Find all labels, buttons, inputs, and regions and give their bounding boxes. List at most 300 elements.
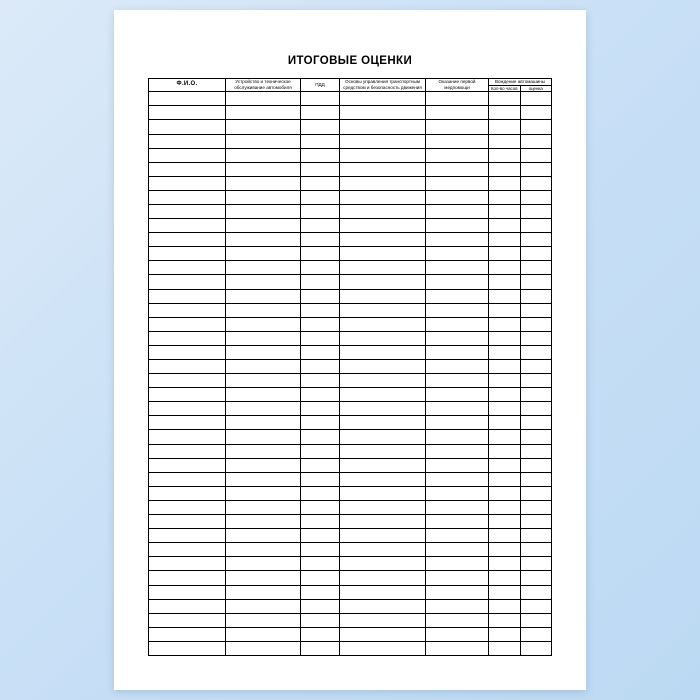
table-cell[interactable] bbox=[489, 360, 521, 374]
table-cell[interactable] bbox=[340, 219, 426, 233]
header-row-main bbox=[149, 79, 552, 86]
table-cell[interactable] bbox=[426, 374, 489, 388]
table-cell[interactable] bbox=[301, 543, 340, 557]
table-cell[interactable] bbox=[426, 92, 489, 106]
table-row bbox=[149, 529, 552, 543]
table-cell[interactable] bbox=[301, 134, 340, 148]
table-cell[interactable] bbox=[520, 106, 552, 120]
table-cell[interactable] bbox=[489, 190, 521, 204]
table-cell[interactable] bbox=[426, 148, 489, 162]
table-cell[interactable] bbox=[226, 613, 301, 627]
table-cell[interactable] bbox=[226, 472, 301, 486]
table-cell[interactable] bbox=[149, 458, 226, 472]
table-cell[interactable] bbox=[489, 374, 521, 388]
table-cell[interactable] bbox=[426, 204, 489, 218]
table-cell[interactable] bbox=[226, 106, 301, 120]
table-cell[interactable] bbox=[489, 176, 521, 190]
table-cell[interactable] bbox=[489, 557, 521, 571]
table-cell[interactable] bbox=[340, 303, 426, 317]
table-cell[interactable] bbox=[149, 627, 226, 641]
table-cell[interactable] bbox=[149, 247, 226, 261]
table-cell[interactable] bbox=[426, 134, 489, 148]
table-cell[interactable] bbox=[340, 444, 426, 458]
table-cell[interactable] bbox=[426, 557, 489, 571]
table-cell[interactable] bbox=[520, 360, 552, 374]
table-cell[interactable] bbox=[226, 148, 301, 162]
table-cell[interactable] bbox=[340, 233, 426, 247]
table-cell[interactable] bbox=[340, 261, 426, 275]
table-cell[interactable] bbox=[426, 402, 489, 416]
table-cell[interactable] bbox=[426, 176, 489, 190]
table-cell[interactable] bbox=[426, 571, 489, 585]
table-cell[interactable] bbox=[149, 204, 226, 218]
table-cell[interactable] bbox=[149, 331, 226, 345]
table-cell[interactable] bbox=[520, 120, 552, 134]
table-cell[interactable] bbox=[301, 317, 340, 331]
table-cell[interactable] bbox=[340, 190, 426, 204]
table-cell[interactable] bbox=[301, 148, 340, 162]
table-cell[interactable] bbox=[149, 176, 226, 190]
table-cell[interactable] bbox=[340, 162, 426, 176]
table-cell[interactable] bbox=[226, 190, 301, 204]
table-cell[interactable] bbox=[426, 275, 489, 289]
table-cell[interactable] bbox=[149, 430, 226, 444]
table-cell[interactable] bbox=[149, 289, 226, 303]
table-cell[interactable] bbox=[426, 458, 489, 472]
table-cell[interactable] bbox=[426, 331, 489, 345]
table-cell[interactable] bbox=[149, 543, 226, 557]
table-cell[interactable] bbox=[520, 317, 552, 331]
table-cell[interactable] bbox=[226, 275, 301, 289]
table-cell[interactable] bbox=[340, 613, 426, 627]
table-cell[interactable] bbox=[489, 289, 521, 303]
table-cell[interactable] bbox=[340, 543, 426, 557]
table-cell[interactable] bbox=[301, 571, 340, 585]
table-cell[interactable] bbox=[149, 106, 226, 120]
table-cell[interactable] bbox=[226, 599, 301, 613]
table-cell[interactable] bbox=[520, 543, 552, 557]
table-cell[interactable] bbox=[489, 402, 521, 416]
table-cell[interactable] bbox=[301, 331, 340, 345]
table-cell[interactable] bbox=[520, 275, 552, 289]
table-cell[interactable] bbox=[226, 402, 301, 416]
table-cell[interactable] bbox=[301, 92, 340, 106]
table-cell[interactable] bbox=[226, 416, 301, 430]
table-cell[interactable] bbox=[520, 515, 552, 529]
table-row bbox=[149, 317, 552, 331]
table-cell[interactable] bbox=[520, 204, 552, 218]
table-cell[interactable] bbox=[149, 134, 226, 148]
table-cell[interactable] bbox=[301, 486, 340, 500]
table-cell[interactable] bbox=[520, 571, 552, 585]
table-cell[interactable] bbox=[301, 402, 340, 416]
table-cell[interactable] bbox=[149, 416, 226, 430]
table-cell[interactable] bbox=[520, 416, 552, 430]
table-row bbox=[149, 515, 552, 529]
table-cell[interactable] bbox=[226, 233, 301, 247]
table-cell[interactable] bbox=[301, 613, 340, 627]
table-cell[interactable] bbox=[520, 430, 552, 444]
table-cell[interactable] bbox=[340, 289, 426, 303]
table-cell[interactable] bbox=[340, 402, 426, 416]
table-cell[interactable] bbox=[301, 374, 340, 388]
table-cell[interactable] bbox=[301, 247, 340, 261]
table-cell[interactable] bbox=[340, 641, 426, 655]
table-row bbox=[149, 331, 552, 345]
table-cell[interactable] bbox=[226, 289, 301, 303]
table-cell[interactable] bbox=[226, 247, 301, 261]
table-cell[interactable] bbox=[426, 233, 489, 247]
table-cell[interactable] bbox=[301, 176, 340, 190]
table-cell[interactable] bbox=[489, 120, 521, 134]
table-cell[interactable] bbox=[340, 571, 426, 585]
table-cell[interactable] bbox=[426, 345, 489, 359]
table-cell[interactable] bbox=[520, 529, 552, 543]
table-cell[interactable] bbox=[340, 345, 426, 359]
table-cell[interactable] bbox=[520, 261, 552, 275]
table-cell[interactable] bbox=[340, 331, 426, 345]
table-cell[interactable] bbox=[301, 599, 340, 613]
table-cell[interactable] bbox=[426, 162, 489, 176]
table-cell[interactable] bbox=[149, 261, 226, 275]
table-cell[interactable] bbox=[149, 613, 226, 627]
table-cell[interactable] bbox=[226, 585, 301, 599]
table-cell[interactable] bbox=[149, 148, 226, 162]
table-cell[interactable] bbox=[426, 219, 489, 233]
table-cell[interactable] bbox=[226, 261, 301, 275]
column-header-pdd: ПДД bbox=[301, 79, 340, 92]
table-cell[interactable] bbox=[426, 430, 489, 444]
table-cell[interactable] bbox=[301, 529, 340, 543]
table-cell[interactable] bbox=[226, 444, 301, 458]
table-cell[interactable] bbox=[149, 529, 226, 543]
table-cell[interactable] bbox=[301, 515, 340, 529]
table-cell[interactable] bbox=[426, 190, 489, 204]
table-cell[interactable] bbox=[149, 599, 226, 613]
table-cell[interactable] bbox=[426, 261, 489, 275]
table-cell[interactable] bbox=[426, 360, 489, 374]
table-cell[interactable] bbox=[149, 402, 226, 416]
table-cell[interactable] bbox=[301, 106, 340, 120]
table-cell[interactable] bbox=[489, 106, 521, 120]
table-cell[interactable] bbox=[520, 303, 552, 317]
table-row bbox=[149, 190, 552, 204]
table-cell[interactable] bbox=[340, 92, 426, 106]
table-cell[interactable] bbox=[426, 120, 489, 134]
table-cell[interactable] bbox=[226, 486, 301, 500]
table-cell[interactable] bbox=[489, 627, 521, 641]
table-cell[interactable] bbox=[226, 219, 301, 233]
table-cell[interactable] bbox=[226, 641, 301, 655]
table-cell[interactable] bbox=[426, 486, 489, 500]
table-cell[interactable] bbox=[301, 444, 340, 458]
table-cell[interactable] bbox=[520, 345, 552, 359]
table-row bbox=[149, 641, 552, 655]
table-cell[interactable] bbox=[489, 500, 521, 514]
table-cell[interactable] bbox=[226, 571, 301, 585]
table-cell[interactable] bbox=[340, 599, 426, 613]
table-cell[interactable] bbox=[520, 599, 552, 613]
table-cell[interactable] bbox=[426, 247, 489, 261]
table-cell[interactable] bbox=[149, 500, 226, 514]
table-cell[interactable] bbox=[226, 500, 301, 514]
table-cell[interactable] bbox=[426, 472, 489, 486]
table-row bbox=[149, 500, 552, 514]
table-cell[interactable] bbox=[520, 388, 552, 402]
table-cell[interactable] bbox=[149, 472, 226, 486]
table-cell[interactable] bbox=[340, 458, 426, 472]
table-cell[interactable] bbox=[340, 106, 426, 120]
table-cell[interactable] bbox=[489, 275, 521, 289]
table-cell[interactable] bbox=[226, 317, 301, 331]
table-cell[interactable] bbox=[426, 303, 489, 317]
table-cell[interactable] bbox=[301, 388, 340, 402]
table-cell[interactable] bbox=[489, 219, 521, 233]
table-row bbox=[149, 204, 552, 218]
table-cell[interactable] bbox=[149, 219, 226, 233]
table-cell[interactable] bbox=[340, 515, 426, 529]
table-cell[interactable] bbox=[520, 134, 552, 148]
table-cell[interactable] bbox=[226, 515, 301, 529]
table-cell[interactable] bbox=[301, 120, 340, 134]
table-cell[interactable] bbox=[149, 486, 226, 500]
table-cell[interactable] bbox=[520, 613, 552, 627]
table-cell[interactable] bbox=[489, 599, 521, 613]
table-cell[interactable] bbox=[340, 557, 426, 571]
table-row bbox=[149, 388, 552, 402]
table-cell[interactable] bbox=[426, 416, 489, 430]
table-cell[interactable] bbox=[520, 444, 552, 458]
table-cell[interactable] bbox=[520, 486, 552, 500]
table-cell[interactable] bbox=[301, 430, 340, 444]
table-cell[interactable] bbox=[340, 529, 426, 543]
table-cell[interactable] bbox=[340, 486, 426, 500]
table-cell[interactable] bbox=[489, 233, 521, 247]
table-cell[interactable] bbox=[520, 641, 552, 655]
table-cell[interactable] bbox=[340, 416, 426, 430]
table-cell[interactable] bbox=[340, 500, 426, 514]
table-cell[interactable] bbox=[301, 204, 340, 218]
table-cell[interactable] bbox=[301, 219, 340, 233]
table-cell[interactable] bbox=[226, 345, 301, 359]
table-cell[interactable] bbox=[226, 430, 301, 444]
grades-table bbox=[148, 78, 552, 656]
table-cell[interactable] bbox=[149, 571, 226, 585]
table-cell[interactable] bbox=[520, 162, 552, 176]
table-cell[interactable] bbox=[301, 261, 340, 275]
table-cell[interactable] bbox=[149, 557, 226, 571]
table-cell[interactable] bbox=[149, 388, 226, 402]
table-cell[interactable] bbox=[426, 289, 489, 303]
table-cell[interactable] bbox=[426, 613, 489, 627]
table-cell[interactable] bbox=[340, 275, 426, 289]
table-cell[interactable] bbox=[520, 247, 552, 261]
table-cell[interactable] bbox=[149, 345, 226, 359]
table-cell[interactable] bbox=[226, 374, 301, 388]
table-cell[interactable] bbox=[426, 641, 489, 655]
table-cell[interactable] bbox=[520, 148, 552, 162]
table-cell[interactable] bbox=[301, 360, 340, 374]
table-cell[interactable] bbox=[226, 134, 301, 148]
table-cell[interactable] bbox=[489, 134, 521, 148]
table-body bbox=[149, 92, 552, 656]
table-cell[interactable] bbox=[426, 627, 489, 641]
table-cell[interactable] bbox=[340, 360, 426, 374]
table-cell[interactable] bbox=[149, 641, 226, 655]
table-cell[interactable] bbox=[149, 120, 226, 134]
table-cell[interactable] bbox=[226, 120, 301, 134]
table-cell[interactable] bbox=[301, 557, 340, 571]
table-cell[interactable] bbox=[301, 345, 340, 359]
table-cell[interactable] bbox=[226, 458, 301, 472]
table-cell[interactable] bbox=[489, 92, 521, 106]
table-cell[interactable] bbox=[426, 585, 489, 599]
table-cell[interactable] bbox=[489, 247, 521, 261]
table-cell[interactable] bbox=[489, 416, 521, 430]
table-cell[interactable] bbox=[489, 162, 521, 176]
table-cell[interactable] bbox=[301, 641, 340, 655]
table-row bbox=[149, 444, 552, 458]
table-cell[interactable] bbox=[520, 374, 552, 388]
table-cell[interactable] bbox=[301, 458, 340, 472]
table-cell[interactable] bbox=[489, 261, 521, 275]
table-cell[interactable] bbox=[489, 331, 521, 345]
table-cell[interactable] bbox=[489, 613, 521, 627]
table-row bbox=[149, 543, 552, 557]
table-cell[interactable] bbox=[301, 500, 340, 514]
table-cell[interactable] bbox=[520, 557, 552, 571]
table-cell[interactable] bbox=[340, 585, 426, 599]
table-cell[interactable] bbox=[340, 120, 426, 134]
table-cell[interactable] bbox=[149, 317, 226, 331]
table-cell[interactable] bbox=[340, 472, 426, 486]
table-cell[interactable] bbox=[520, 219, 552, 233]
table-cell[interactable] bbox=[489, 472, 521, 486]
table-cell[interactable] bbox=[426, 444, 489, 458]
table-cell[interactable] bbox=[340, 148, 426, 162]
table-cell[interactable] bbox=[489, 585, 521, 599]
table-cell[interactable] bbox=[226, 303, 301, 317]
table-cell[interactable] bbox=[520, 500, 552, 514]
table-cell[interactable] bbox=[149, 444, 226, 458]
table-cell[interactable] bbox=[301, 416, 340, 430]
table-cell[interactable] bbox=[149, 374, 226, 388]
table-cell[interactable] bbox=[520, 92, 552, 106]
table-cell[interactable] bbox=[226, 331, 301, 345]
table-cell[interactable] bbox=[520, 472, 552, 486]
table-cell[interactable] bbox=[340, 247, 426, 261]
table-cell[interactable] bbox=[149, 585, 226, 599]
table-cell[interactable] bbox=[340, 176, 426, 190]
table-cell[interactable] bbox=[489, 515, 521, 529]
table-cell[interactable] bbox=[489, 148, 521, 162]
table-cell[interactable] bbox=[489, 444, 521, 458]
table-cell[interactable] bbox=[489, 303, 521, 317]
table-cell[interactable] bbox=[426, 529, 489, 543]
table-cell[interactable] bbox=[226, 204, 301, 218]
table-cell[interactable] bbox=[520, 331, 552, 345]
table-cell[interactable] bbox=[226, 557, 301, 571]
table-cell[interactable] bbox=[226, 176, 301, 190]
page-title: ИТОГОВЫЕ ОЦЕНКИ bbox=[287, 55, 413, 67]
table-cell[interactable] bbox=[226, 162, 301, 176]
table-cell[interactable] bbox=[489, 529, 521, 543]
table-cell[interactable] bbox=[226, 360, 301, 374]
column-header-firstaid: Оказание первой медпомощи bbox=[426, 79, 489, 92]
table-row bbox=[149, 289, 552, 303]
table-cell[interactable] bbox=[520, 402, 552, 416]
table-cell[interactable] bbox=[520, 458, 552, 472]
table-cell[interactable] bbox=[489, 571, 521, 585]
table-cell[interactable] bbox=[301, 627, 340, 641]
table-cell[interactable] bbox=[149, 360, 226, 374]
table-cell[interactable] bbox=[520, 289, 552, 303]
table-cell[interactable] bbox=[226, 92, 301, 106]
table-cell[interactable] bbox=[149, 275, 226, 289]
table-cell[interactable] bbox=[301, 233, 340, 247]
table-cell[interactable] bbox=[426, 599, 489, 613]
table-cell[interactable] bbox=[489, 317, 521, 331]
table-cell[interactable] bbox=[301, 289, 340, 303]
table-cell[interactable] bbox=[226, 388, 301, 402]
table-cell[interactable] bbox=[301, 303, 340, 317]
table-cell[interactable] bbox=[340, 374, 426, 388]
table-cell[interactable] bbox=[340, 388, 426, 402]
table-cell[interactable] bbox=[301, 162, 340, 176]
table-cell[interactable] bbox=[149, 162, 226, 176]
table-cell[interactable] bbox=[426, 388, 489, 402]
table-cell[interactable] bbox=[301, 585, 340, 599]
table-cell[interactable] bbox=[149, 303, 226, 317]
table-cell[interactable] bbox=[149, 190, 226, 204]
table-cell[interactable] bbox=[489, 641, 521, 655]
table-cell[interactable] bbox=[520, 585, 552, 599]
table-cell[interactable] bbox=[340, 430, 426, 444]
table-cell[interactable] bbox=[426, 106, 489, 120]
table-cell[interactable] bbox=[340, 627, 426, 641]
table-cell[interactable] bbox=[520, 190, 552, 204]
table-cell[interactable] bbox=[489, 543, 521, 557]
table-cell[interactable] bbox=[489, 430, 521, 444]
table-cell[interactable] bbox=[340, 134, 426, 148]
table-cell[interactable] bbox=[426, 543, 489, 557]
table-cell[interactable] bbox=[520, 627, 552, 641]
table-cell[interactable] bbox=[426, 317, 489, 331]
document-page bbox=[114, 10, 586, 690]
table-cell[interactable] bbox=[489, 345, 521, 359]
table-cell[interactable] bbox=[226, 627, 301, 641]
table-cell[interactable] bbox=[301, 275, 340, 289]
table-cell[interactable] bbox=[520, 233, 552, 247]
table-cell[interactable] bbox=[426, 515, 489, 529]
table-cell[interactable] bbox=[301, 190, 340, 204]
table-cell[interactable] bbox=[520, 176, 552, 190]
table-cell[interactable] bbox=[340, 317, 426, 331]
table-cell[interactable] bbox=[149, 515, 226, 529]
table-cell[interactable] bbox=[489, 204, 521, 218]
table-cell[interactable] bbox=[226, 543, 301, 557]
table-cell[interactable] bbox=[489, 486, 521, 500]
table-row bbox=[149, 613, 552, 627]
table-cell[interactable] bbox=[426, 500, 489, 514]
table-cell[interactable] bbox=[489, 458, 521, 472]
table-cell[interactable] bbox=[301, 472, 340, 486]
table-cell[interactable] bbox=[340, 204, 426, 218]
table-cell[interactable] bbox=[149, 92, 226, 106]
table-cell[interactable] bbox=[226, 529, 301, 543]
table-cell[interactable] bbox=[149, 233, 226, 247]
table-cell[interactable] bbox=[489, 388, 521, 402]
